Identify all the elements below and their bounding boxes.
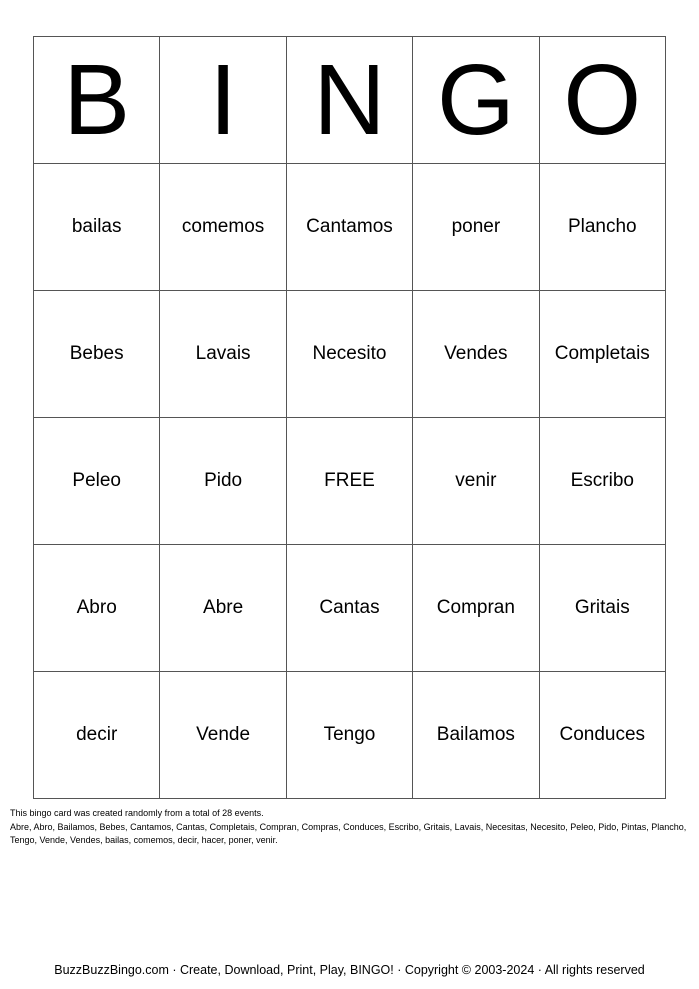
bingo-cell: Necesito <box>286 291 412 418</box>
bingo-cell: comemos <box>160 164 286 291</box>
bingo-cell: Plancho <box>539 164 665 291</box>
bingo-row-5 <box>34 672 666 799</box>
bingo-cell: Compran <box>413 545 539 672</box>
bingo-cell: Vendes <box>413 291 539 418</box>
bingo-row-3 <box>34 418 666 545</box>
bingo-cell: Tengo <box>286 672 412 799</box>
bingo-cell: Bebes <box>34 291 160 418</box>
card-footnote <box>10 807 690 848</box>
page-footer: BuzzBuzzBingo.com · Create, Download, Print, Play, BINGO! · Copyright © 2003-2024 · All rights reserved <box>54 963 645 977</box>
bingo-cell: Completais <box>539 291 665 418</box>
bingo-cell: Peleo <box>34 418 160 545</box>
footnote-event-list: Abre, Abro, Bailamos, Bebes, Cantamos, Cantas, Completais, Compran, Compras, Conduces, Escribo, Gritais, Lavais, Necesitas, Necesito, Peleo, Pido, Pintas, Plancho, Tengo, Vende, Vendes, bailas, comemos, decir, hacer, poner, venir. <box>10 821 687 845</box>
free-space-cell: FREE <box>286 418 412 545</box>
header-letter-b: B <box>34 37 160 164</box>
bingo-cell: Escribo <box>539 418 665 545</box>
header-letter-o: O <box>539 37 665 164</box>
bingo-cell: Cantas <box>286 545 412 672</box>
bingo-cell: Pido <box>160 418 286 545</box>
bingo-cell: Abre <box>160 545 286 672</box>
bingo-cell: poner <box>413 164 539 291</box>
footnote-summary: This bingo card was created randomly from a total of 28 events. <box>10 808 264 818</box>
header-letter-n: N <box>286 37 412 164</box>
bingo-cell: bailas <box>34 164 160 291</box>
bingo-cell: decir <box>34 672 160 799</box>
bingo-header-row <box>34 37 666 164</box>
bingo-row-4 <box>34 545 666 672</box>
bingo-cell: Bailamos <box>413 672 539 799</box>
bingo-card <box>33 36 666 799</box>
bingo-cell: Vende <box>160 672 286 799</box>
bingo-cell: Abro <box>34 545 160 672</box>
bingo-cell: Gritais <box>539 545 665 672</box>
bingo-row-1 <box>34 164 666 291</box>
bingo-cell: venir <box>413 418 539 545</box>
bingo-cell: Conduces <box>539 672 665 799</box>
header-letter-i: I <box>160 37 286 164</box>
bingo-cell: Lavais <box>160 291 286 418</box>
bingo-cell: Cantamos <box>286 164 412 291</box>
bingo-row-2 <box>34 291 666 418</box>
header-letter-g: G <box>413 37 539 164</box>
